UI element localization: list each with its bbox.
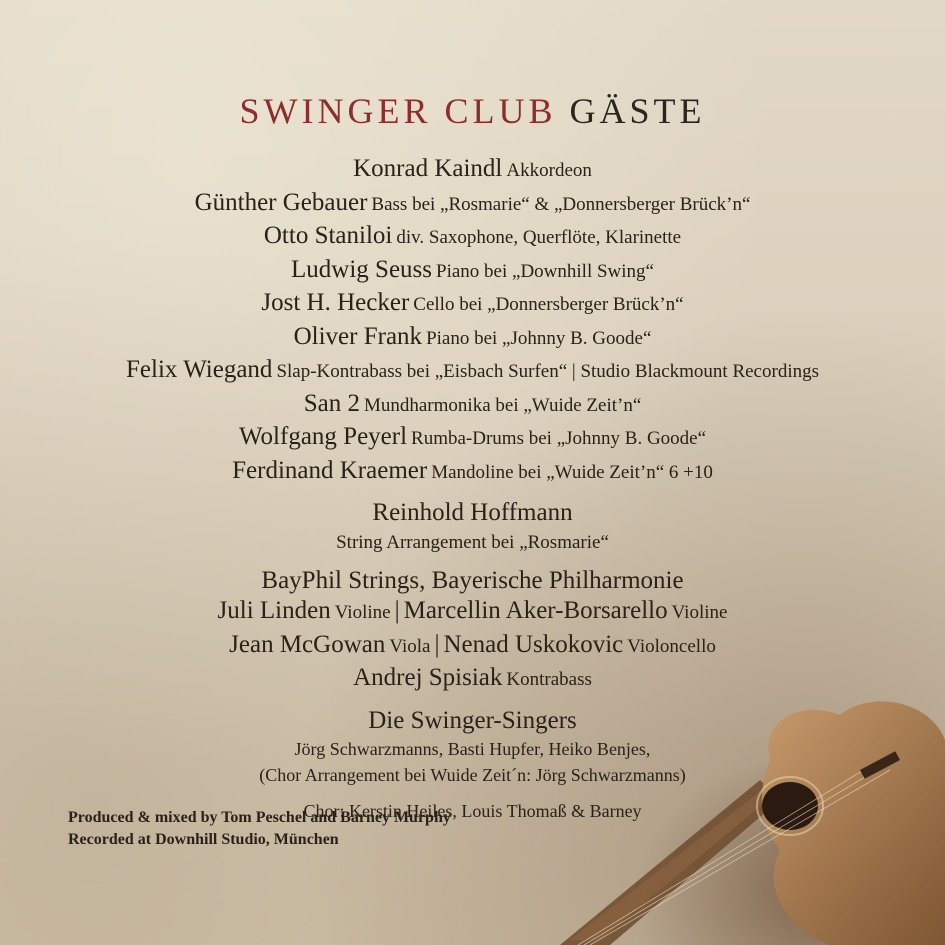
separator: | xyxy=(394,597,400,624)
recording-line: Recorded at Downhill Studio, München xyxy=(68,831,339,848)
musician-name: Otto Staniloi xyxy=(263,222,393,249)
credit-line xyxy=(0,221,945,255)
musician-role: Violine xyxy=(671,602,728,623)
musician-role: Mundharmonika bei „Wuide Zeit’n“ xyxy=(363,394,642,416)
musician-name: Oliver Frank xyxy=(293,322,423,350)
musician-name: Jost H. Hecker xyxy=(261,289,410,316)
title-red: SWINGER CLUB xyxy=(239,91,557,131)
strings-row xyxy=(0,663,945,697)
musician-name: Marcellin Aker-Borsarello xyxy=(403,597,668,624)
musician-role: Cello bei „Donnersberger Brück’n“ xyxy=(413,294,684,315)
production-credits xyxy=(68,807,451,851)
musician-role: Bass bei „Rosmarie“ & „Donnersberger Brück’n“ xyxy=(371,193,751,215)
credit-line xyxy=(0,255,945,289)
credit-line xyxy=(0,456,945,490)
arranger-role: String Arrangement bei „Rosmarie“ xyxy=(336,531,609,553)
musician-role: Viola xyxy=(389,635,431,657)
singers-members: Jörg Schwarzmanns, Basti Hupfer, Heiko Benjes, xyxy=(294,739,651,759)
credit-line xyxy=(0,389,945,423)
strings-row xyxy=(0,596,945,630)
credit-line xyxy=(0,154,945,188)
musician-role: Violine xyxy=(334,602,391,623)
musician-name: Juli Linden xyxy=(217,597,331,624)
credit-line xyxy=(0,422,945,456)
musician-name: Felix Wiegand xyxy=(126,356,273,383)
arranger-name: Reinhold Hoffmann xyxy=(372,499,573,526)
musician-name: Ferdinand Kraemer xyxy=(232,456,428,484)
musician-role: Akkordeon xyxy=(506,160,592,181)
singers-heading: Die Swinger-Singers xyxy=(368,706,577,734)
credit-line xyxy=(0,355,945,389)
musician-role: Piano bei „Downhill Swing“ xyxy=(436,260,654,282)
musician-name: Ludwig Seuss xyxy=(291,255,433,283)
credit-line xyxy=(0,188,945,222)
credits-list xyxy=(0,154,945,824)
musician-role: Kontrabass xyxy=(506,669,592,690)
strings-row xyxy=(0,630,945,664)
credit-line xyxy=(0,322,945,356)
musician-role: Rumba-Drums bei „Johnny B. Goode“ xyxy=(411,428,707,449)
separator: | xyxy=(434,630,440,658)
musician-name: Günther Gebauer xyxy=(194,188,368,216)
musician-role: Slap-Kontrabass bei „Eisbach Surfen“ | Studio Blackmount Recordings xyxy=(276,361,819,382)
strings-heading: BayPhil Strings, Bayerische Philharmonie xyxy=(261,566,684,594)
musician-role: Mandoline bei „Wuide Zeit’n“ 6 +10 xyxy=(431,461,713,483)
musician-name: Jean McGowan xyxy=(229,630,386,658)
choir-line: Chor: Kerstin Heiles, Louis Thomaß & Barney xyxy=(303,801,642,821)
credit-line xyxy=(0,288,945,322)
title-dark: GÄSTE xyxy=(569,91,706,131)
production-line: Produced & mixed by Tom Peschel and Barney Murphy xyxy=(68,809,451,826)
musician-name: Wolfgang Peyerl xyxy=(238,423,408,450)
musician-role: Piano bei „Johnny B. Goode“ xyxy=(426,327,652,349)
musician-role: Violoncello xyxy=(627,635,716,657)
musician-name: Nenad Uskokovic xyxy=(443,630,624,658)
musician-name: Konrad Kaindl xyxy=(353,155,503,182)
musician-name: Andrej Spisiak xyxy=(353,664,503,691)
singers-arrangement: (Chor Arrangement bei Wuide Zeit´n: Jörg Schwarzmanns) xyxy=(259,765,686,785)
page-title xyxy=(0,90,945,132)
musician-name: San 2 xyxy=(303,389,360,417)
musician-role: div. Saxophone, Querflöte, Klarinette xyxy=(396,227,682,248)
